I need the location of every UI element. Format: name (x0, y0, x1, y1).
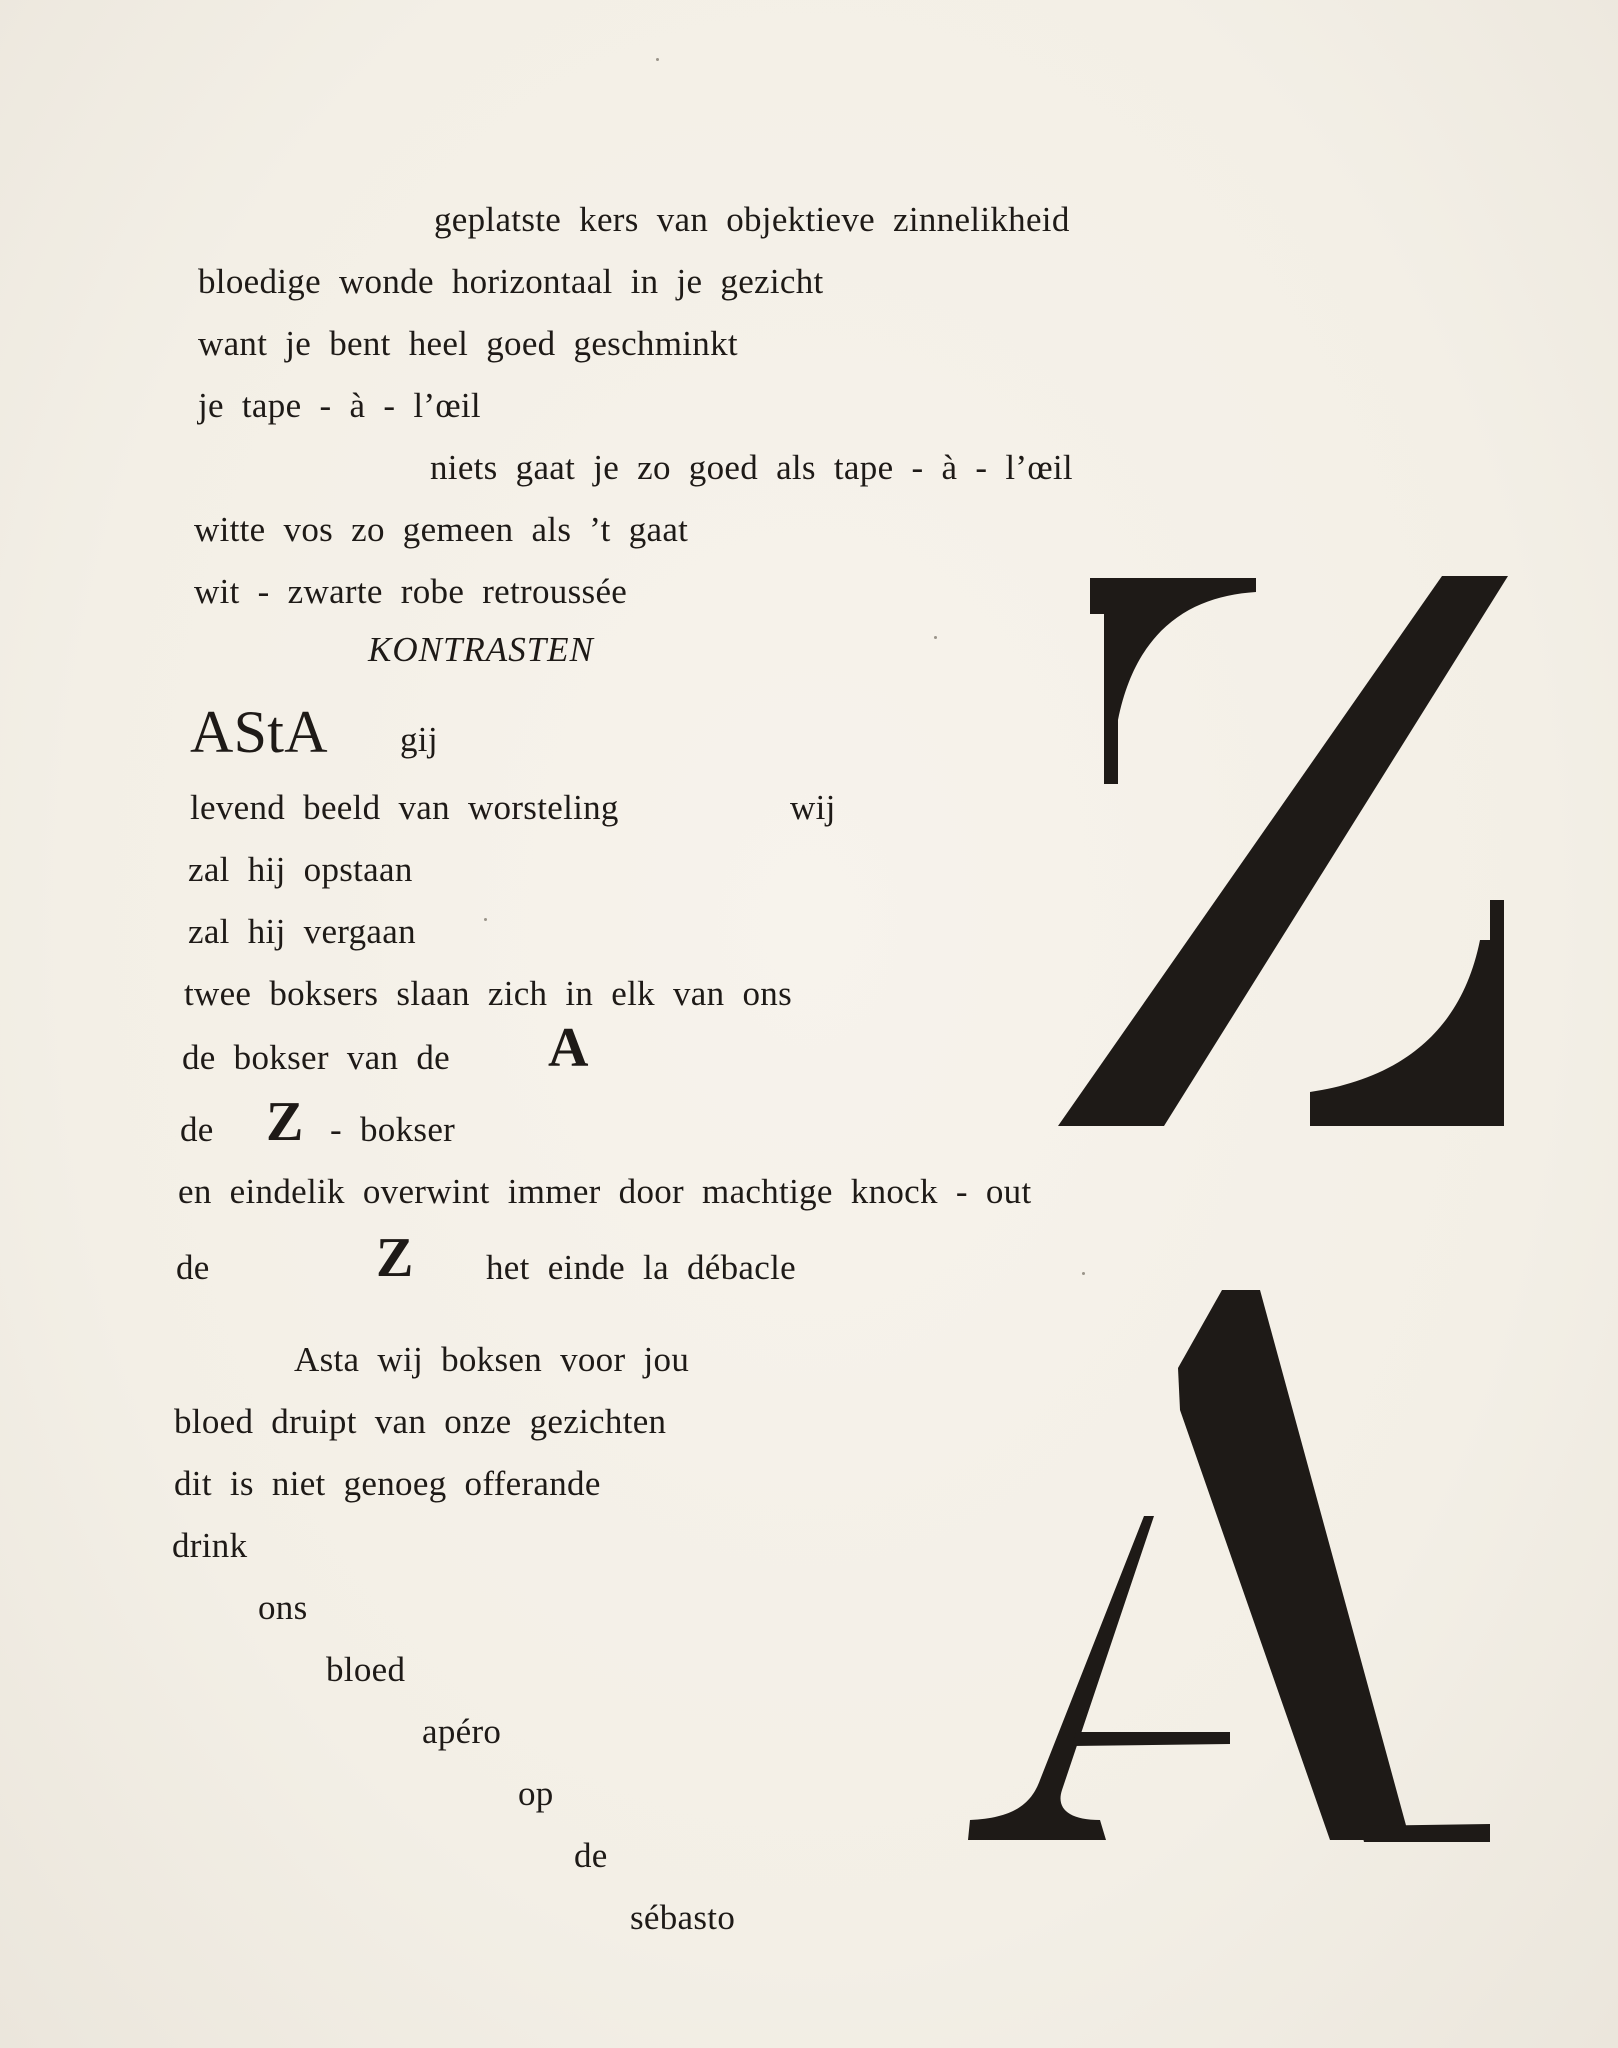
poem-letter-z-1: Z (266, 1091, 304, 1153)
poem-line-16: en eindelik overwint immer door machtige knock - out (178, 1172, 1032, 1211)
paper-speck (934, 636, 937, 639)
poem-line-26: de (574, 1836, 608, 1875)
poem-line-17: de (176, 1248, 210, 1287)
paper-speck (1082, 1272, 1085, 1275)
poem-line-24: apéro (422, 1712, 502, 1751)
paper-speck (656, 58, 659, 61)
poem-word-wij: wij (790, 788, 836, 827)
poem-line-7: wit - zwarte robe retroussée (194, 572, 628, 611)
poem-letter-z-2: Z (376, 1227, 414, 1289)
poem-word-bokser: - bokser (330, 1110, 456, 1149)
poem-line-23: bloed (326, 1650, 406, 1689)
poem-line-10: levend beeld van worsteling (190, 788, 619, 827)
giant-letter-a (960, 1280, 1500, 1860)
poem-line-25: op (518, 1774, 554, 1813)
poem-letter-a: A (548, 1017, 589, 1079)
poem-line-3: want je bent heel goed geschminkt (198, 324, 738, 363)
poem-line-14: de bokser van de (182, 1038, 450, 1077)
poem-line-19: bloed druipt van onze gezichten (174, 1402, 667, 1441)
poem-line-20: dit is niet genoeg offerande (174, 1464, 601, 1503)
poem-line-11: zal hij opstaan (188, 850, 413, 889)
poem-word-gij: gij (400, 720, 438, 759)
poem-line-12: zal hij vergaan (188, 912, 416, 951)
poem-line-1: geplatste kers van objektieve zinnelikheid (434, 200, 1070, 239)
poem-line-6: witte vos zo gemeen als ’t gaat (194, 510, 689, 549)
poem-line-13: twee boksers slaan zich in elk van ons (184, 974, 792, 1013)
poem-line-21: drink (172, 1526, 248, 1565)
poem-line-2: bloedige wonde horizontaal in je gezicht (198, 262, 824, 301)
poem-line-22: ons (258, 1588, 308, 1627)
poem-line-15: de (180, 1110, 214, 1149)
giant-letter-z (1040, 560, 1540, 1140)
paper-speck (484, 918, 487, 921)
poem-line-18: Asta wij boksen voor jou (294, 1340, 690, 1379)
poem-line-5: niets gaat je zo goed als tape - à - l’œil (430, 448, 1073, 487)
poem-heading-kontrasten: KONTRASTEN (368, 630, 594, 669)
poem-line-4: je tape - à - l’œil (198, 386, 481, 425)
poem-line-27: sébasto (630, 1898, 736, 1937)
poem-line-17-end: het einde la débacle (486, 1248, 796, 1287)
poem-word-asta: AStA (190, 699, 328, 765)
